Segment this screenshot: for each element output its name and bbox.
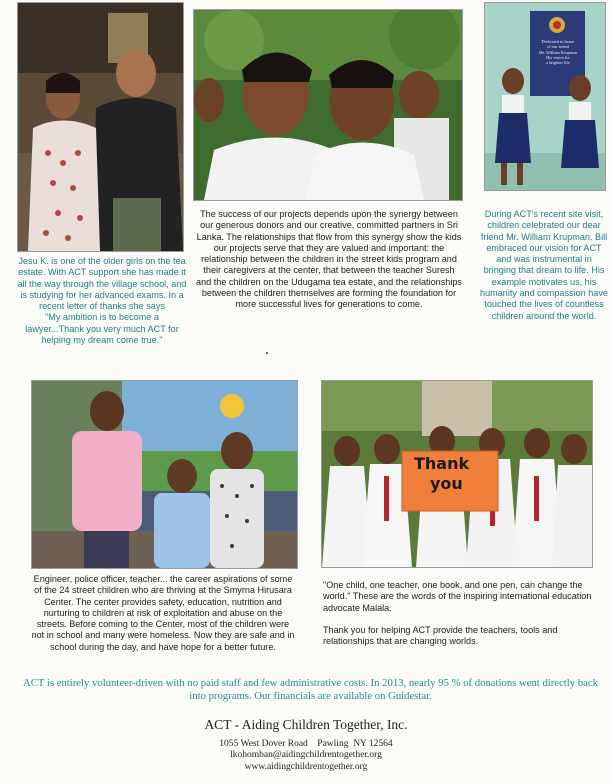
caption-thanks: Thank you for helping ACT provide the teachers, tools and relationships that are changing worlds.	[323, 624, 558, 647]
caption-jesu	[17, 256, 187, 346]
stray-mark	[266, 352, 268, 354]
caption-krupman: During ACT's recent site visit, children celebrated our dear friend Mr. William Krupman. Bill embraced our vision for ACT and was instrumental in bringing that dream to life. His example motivates us, his humanity and compassion have touched the lives of countless children around the world.	[480, 209, 608, 321]
org-address: 1055 West Dover Road Pawling NY 12564	[219, 739, 393, 749]
caption-aspirations: Engineer, police officer, teacher... the career aspirations of some of the 24 street children who are thriving at the Smyrna Hirusara Center. The center provides safety, education, nutrition and nurturing to children at risk of exploitation and abuse on the streets. Before coming to the Center, most of the children were not in school and many were homeless. Now they are safe and in school during the day, and have hope for a better future.	[31, 574, 295, 652]
org-email[interactable]: lkohomban@aidingchildrentogether.org	[230, 750, 382, 761]
photo-jesu-and-visitor	[17, 2, 184, 252]
caption-jesu-quote: "My ambition is to become a lawyer...Thank you very much ACT for helping my dream come true."	[25, 312, 179, 346]
plaque-line: of our friend	[547, 44, 569, 50]
plaque-line: Dedicated in honor	[541, 39, 575, 44]
sign-line-thank: Thank	[414, 454, 470, 473]
sign-line-you: you	[430, 474, 463, 493]
sign-text	[408, 454, 498, 494]
plaque-text	[531, 39, 585, 65]
caption-malala	[323, 580, 593, 647]
photo-plaque-girls	[484, 2, 606, 191]
org-name: ACT - Aiding Children Together, Inc.	[204, 717, 408, 732]
plaque-line: Mr. William Krupman	[538, 49, 578, 55]
caption-jesu-body: Jesu K. is one of the older girls on the tea estate. With ACT support she has made it all the way through the village school, and is studying for her advanced exams. In a recent letter of thanks she says	[17, 256, 187, 312]
footer-note: ACT is entirely volunteer-driven with no paid staff and few administrative costs. In 2013, nearly 95 % of donations went directly back into programs. Our financials are available on Guidestar.	[23, 677, 598, 703]
org-website[interactable]: www.aidingchildrentogether.org	[244, 761, 368, 772]
photo-thank-you-sign	[321, 380, 593, 568]
caption-synergy: The success of our projects depends upon the synergy between our generous donors and our creative, committed partners in Sri Lanka. The relationships that flow from this synergy show the kids our projects serve that they are valued and important: the relationship between the children in the street kids program and their caregivers at the center, that between the teacher Suresh and the children on the Udugama tea estate, and the relationships between the children themselves are forming the foundation for more successful lives for generations to come.	[196, 209, 462, 310]
photo-smiling-boys	[193, 9, 463, 201]
plaque-line: His vision for	[546, 54, 570, 60]
photo-children-mural	[31, 380, 298, 569]
plaque-line: a brighter life	[546, 60, 570, 66]
org-block	[0, 717, 612, 773]
caption-malala-quote: "One child, one teacher, one book, and one pen, can change the world." These are the words of the inspiring international education advocate Malala.	[323, 580, 592, 613]
